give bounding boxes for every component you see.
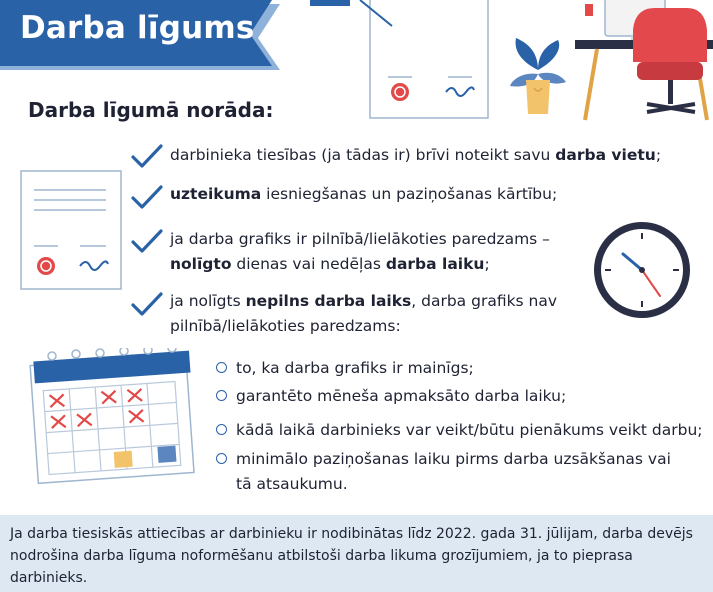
bold-text: darba vietu	[555, 146, 656, 164]
sub-list-item-text: minimālo paziņošanas laiku pirms darba uzsākšanas vai tā atsaukumu.	[236, 450, 671, 493]
list-item	[130, 143, 700, 173]
text-span: ja nolīgts	[170, 292, 246, 310]
circle-bullet-icon	[216, 424, 227, 435]
contract-document-icon	[18, 168, 124, 292]
sub-list-item	[216, 447, 711, 497]
sub-list-item	[216, 418, 711, 443]
circle-bullet-icon	[216, 453, 227, 464]
circle-bullet-icon	[216, 390, 227, 401]
text-span: ;	[655, 146, 662, 164]
bold-text: darba laiku	[385, 255, 485, 273]
check-icon	[130, 184, 164, 210]
sub-list-item-text: kādā laikā darbinieks var veikt/būtu pienākums veikt darbu;	[236, 421, 703, 439]
title-banner	[0, 0, 280, 72]
plant-illustration	[508, 30, 568, 120]
check-icon	[130, 228, 164, 254]
contract-document-icon	[300, 0, 500, 125]
list-item	[130, 291, 700, 341]
check-icon	[130, 143, 164, 169]
text-span: , darba grafiks nav pilnībā/lielākoties paredzams:	[170, 292, 558, 335]
section-heading: Darba līgumā norāda:	[28, 98, 274, 122]
list-item-text	[170, 227, 570, 277]
text-span: ;	[484, 255, 490, 273]
list-item-text	[170, 182, 710, 207]
list-item	[130, 184, 700, 214]
list-item	[130, 228, 700, 278]
desk-illustration	[575, 0, 713, 125]
sub-list-item	[216, 384, 711, 409]
footer-text: Ja darba tiesiskās attiecības ar darbinieku ir nodibinātas līdz 2022. gada 31. jūlijam, darba devējs nodrošina darba līguma noformēšanu atbilstoši darba likuma grozījumiem, ja to pieprasa darbinieks.	[10, 526, 693, 586]
circle-bullet-icon	[216, 362, 227, 373]
text-span: darbinieka tiesības (ja tādas ir) brīvi noteikt savu	[170, 146, 556, 164]
bold-text: nolīgto	[170, 255, 232, 273]
bold-text: nepilns darba laiks	[245, 292, 412, 310]
text-span: iesniegšanas un paziņošanas kārtību;	[261, 185, 558, 203]
list-item-text	[170, 143, 710, 168]
check-icon	[130, 291, 164, 317]
text-span: ja darba grafiks ir pilnībā/lielākoties paredzams –	[170, 230, 550, 248]
page-title: Darba līgums	[20, 10, 255, 46]
footer-note	[0, 515, 713, 592]
sub-list-item	[216, 356, 711, 381]
sub-list-item-text: to, ka darba grafiks ir mainīgs;	[236, 359, 474, 377]
text-span: dienas vai nedēļas	[231, 255, 386, 273]
calendar-icon	[28, 348, 196, 486]
sub-list-item-text: garantēto mēneša apmaksāto darba laiku;	[236, 387, 567, 405]
bold-text: uzteikuma	[170, 185, 262, 203]
list-item-text	[170, 289, 580, 339]
